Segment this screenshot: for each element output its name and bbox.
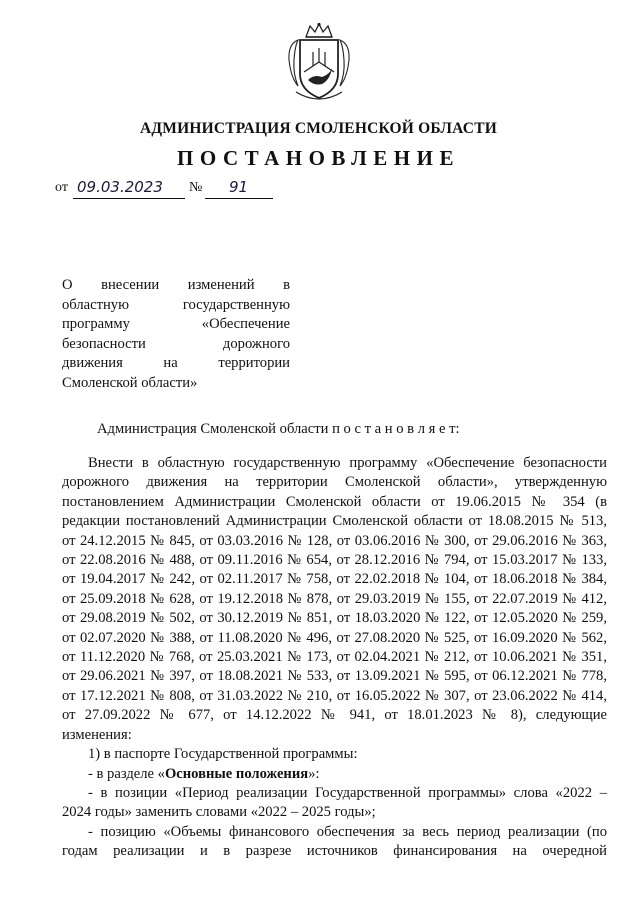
body-line: от 27.09.2022 № 677, от 14.12.2022 № 941, от 18.01.2023 № 8), следующие	[62, 707, 607, 724]
document-date: 09.03.2023	[77, 178, 163, 196]
section-reference	[62, 765, 607, 784]
subject-line: О внесении изменений в	[62, 277, 290, 293]
coat-of-arms-emblem	[286, 22, 352, 104]
body-line: от 24.12.2015 № 845, от 03.03.2016 № 128, от 03.06.2016 № 300, от 29.06.2016 № 363,	[62, 532, 607, 549]
number-label: №	[189, 180, 203, 195]
body-line: изменения:	[62, 726, 132, 743]
body-line: от 22.08.2016 № 488, от 09.11.2016 № 654, от 28.12.2016 № 794, от 15.03.2017 № 133,	[62, 552, 607, 569]
body-line: от 29.06.2021 № 397, от 18.08.2021 № 533, от 13.09.2021 № 595, от 06.12.2021 № 778,	[62, 668, 607, 685]
section-suffix: »:	[308, 765, 320, 782]
document-type-title: ПОСТАНОВЛЕНИЕ	[177, 146, 460, 170]
subject-line: движения на территории	[62, 355, 290, 371]
body-line: от 17.12.2021 № 808, от 31.03.2022 № 210, от 16.05.2022 № 307, от 23.06.2022 № 414,	[62, 687, 607, 704]
organization-name: АДМИНИСТРАЦИЯ СМОЛЕНСКОЙ ОБЛАСТИ	[139, 120, 497, 137]
decree-statement: Администрация Смоленской области п о с т а н о в л я е т:	[97, 421, 460, 437]
body-line: от 29.08.2019 № 502, от 30.12.2019 № 851, от 18.03.2020 № 122, от 12.05.2020 № 259,	[62, 610, 607, 627]
body-line: Внести в областную государственную программу «Обеспечение безопасности	[88, 455, 607, 471]
document-body	[62, 454, 607, 862]
document-subject	[62, 276, 290, 393]
section-name: Основные положения	[164, 765, 309, 782]
number-underline	[205, 198, 273, 199]
body-line: постановлением Администрации Смоленской области от 19.06.2015 № 354 (в	[62, 493, 607, 510]
body-line: от 11.12.2020 № 768, от 25.03.2021 № 173, от 02.04.2021 № 212, от 10.06.2021 № 351,	[62, 649, 607, 666]
section-prefix: - в разделе «	[88, 765, 165, 782]
subject-line: областную государственную	[62, 296, 290, 313]
period-line: - в позиции «Период реализации Государственной программы» слова «2022 –	[88, 784, 607, 801]
body-line: от 19.04.2017 № 242, от 02.11.2017 № 758, от 22.02.2018 № 104, от 18.06.2018 № 384,	[62, 571, 607, 588]
subject-line: безопасности дорожного	[62, 335, 290, 352]
subject-line: программу «Обеспечение	[62, 316, 290, 332]
date-from-label: от	[55, 180, 68, 195]
body-line: от 02.07.2020 № 388, от 11.08.2020 № 496, от 27.08.2020 № 525, от 16.09.2020 № 562,	[62, 629, 607, 646]
amendment-item: 1) в паспорте Государственной программы:	[88, 746, 358, 763]
date-underline	[73, 198, 185, 199]
funding-line: годам реализации и в разрезе источников финансирования на очередной	[62, 843, 607, 860]
body-line: редакции постановлений Администрации Смоленской области от 18.08.2015 № 513,	[62, 513, 607, 530]
body-line: от 25.09.2018 № 628, от 19.12.2018 № 878, от 29.03.2019 № 155, от 22.07.2019 № 412,	[62, 590, 607, 607]
document-number: 91	[229, 178, 249, 196]
body-line: дорожного движения на территории Смоленской области», утвержденную	[62, 474, 607, 491]
subject-line: Смоленской области»	[62, 374, 198, 391]
funding-line: - позицию «Объемы финансового обеспечения за весь период реализации (по	[88, 823, 607, 840]
period-line: 2024 годы» заменить словами «2022 – 2025 годы»;	[62, 804, 376, 821]
